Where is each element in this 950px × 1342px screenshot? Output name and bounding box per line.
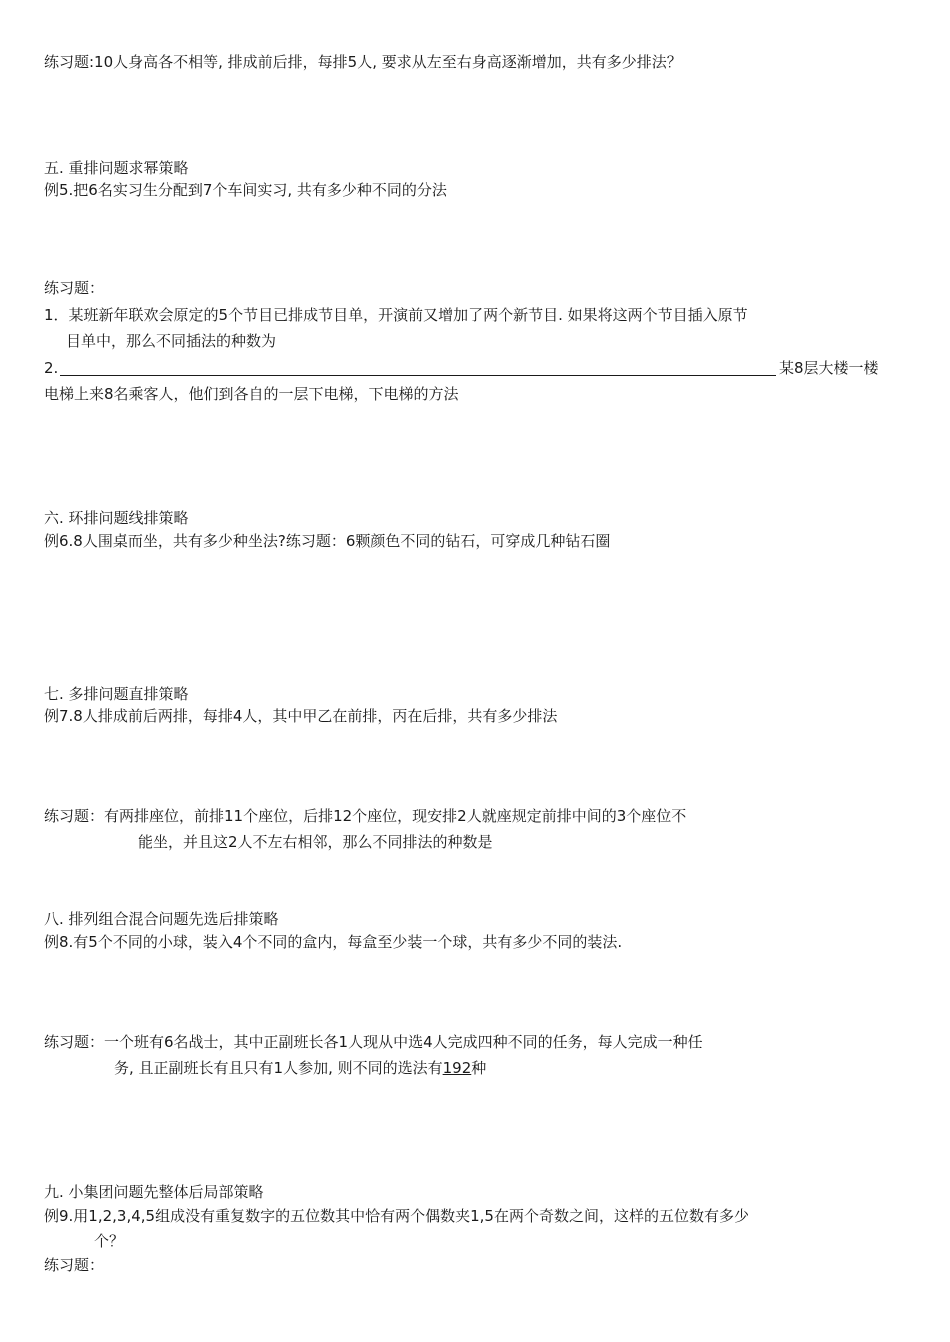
section-8-heading: 八. 排列组合混合问题先选后排策略 [44, 910, 279, 928]
section-8-practice-line-2 [114, 1058, 486, 1078]
example-6: 例6.8人围桌而坐，共有多少种坐法?练习题：6颗颜色不同的钻石，可穿成几种钻石圈 [44, 532, 611, 550]
section-7-practice-line-1: 练习题：有两排座位，前排11个座位，后排12个座位，现安排2人就座规定前排中间的3个座位不 [44, 807, 687, 825]
question-2-number: 2. [44, 359, 59, 377]
section-7-practice-line-2: 能坐，并且这2人不左右相邻，那么不同排法的种数是 [138, 833, 493, 851]
section-7-heading: 七. 多排问题直排策略 [44, 685, 189, 703]
question-1-line-1: 1．某班新年联欢会原定的5个节目已排成节目单，开演前又增加了两个新节目. 如果将这两个节目插入原节 [44, 306, 748, 324]
example-7: 例7.8人排成前后两排，每排4人，其中甲乙在前排，丙在后排，共有多少排法 [44, 707, 558, 725]
section-9-practice-label: 练习题： [44, 1256, 105, 1274]
question-2-line-1-tail: 某8层大楼一楼 [779, 359, 879, 377]
practice-line-2-suffix: 种 [471, 1059, 487, 1077]
answer-blank-line [60, 375, 776, 376]
section-5-practice-label: 练习题： [44, 279, 105, 297]
section-5-heading: 五. 重排问题求幂策略 [44, 159, 189, 177]
example-9-line-2: 个？ [94, 1232, 125, 1250]
section-9-heading: 九. 小集团问题先整体后局部策略 [44, 1183, 264, 1201]
practice-answer-value: 192 [442, 1059, 472, 1077]
section-8-practice-line-1: 练习题：一个班有6名战士，其中正副班长各1人现从中选4人完成四种不同的任务，每人完成一种任 [44, 1033, 703, 1051]
example-5: 例5.把6名实习生分配到7个车间实习, 共有多少种不同的分法 [44, 181, 447, 199]
example-9-line-1: 例9.用1,2,3,4,5组成没有重复数字的五位数其中恰有两个偶数夹1,5在两个奇数之间，这样的五位数有多少 [44, 1207, 749, 1225]
example-8: 例8.有5个不同的小球，装入4个不同的盒内，每盒至少装一个球，共有多少不同的装法. [44, 933, 623, 951]
question-1-line-2: 目单中，那么不同插法的种数为 [66, 332, 277, 350]
question-2-line-2: 电梯上来8名乘客人，他们到各自的一层下电梯，下电梯的方法 [44, 385, 459, 403]
practice-line-2-prefix: 务, 且正副班长有且只有1人参加, 则不同的选法有 [114, 1059, 443, 1077]
practice-intro: 练习题:10人身高各不相等, 排成前后排，每排5人, 要求从左至右身高逐渐增加，共有多少排法？ [44, 53, 682, 71]
section-6-heading: 六. 环排问题线排策略 [44, 509, 189, 527]
